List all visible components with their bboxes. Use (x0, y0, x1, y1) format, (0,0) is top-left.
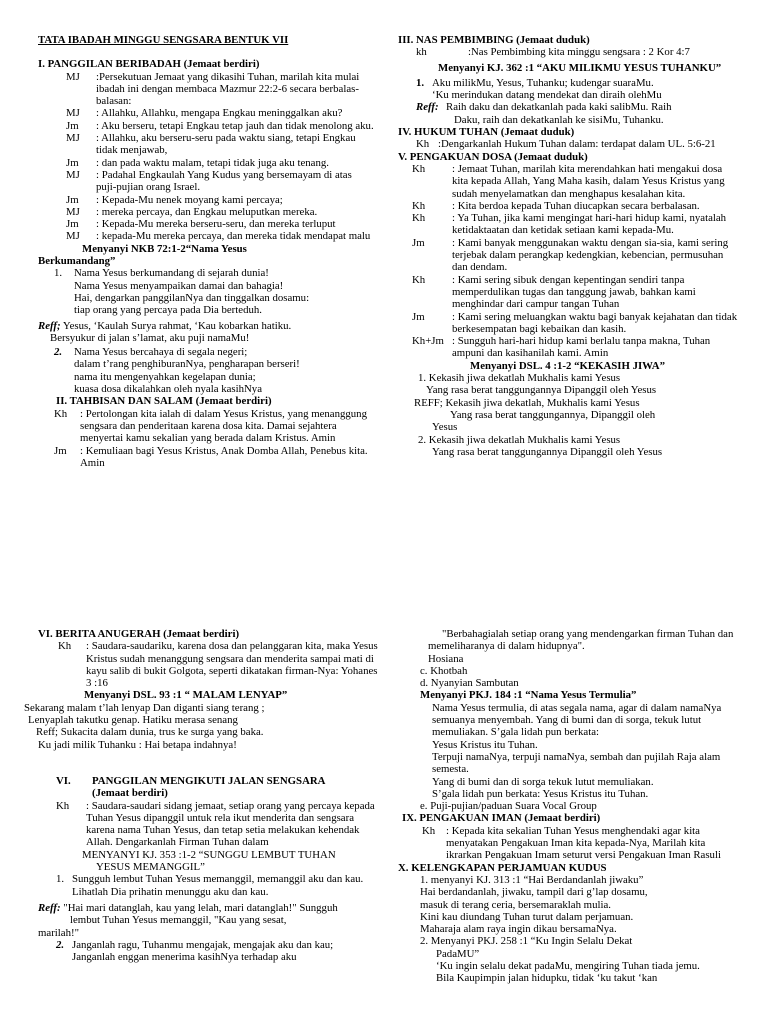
song-title-kj362: Menyanyi KJ. 362 :1 “AKU MILIKMU YESUS TUHANKU” (438, 61, 722, 74)
speaker-label: Jm (412, 310, 425, 323)
verse-line: 2. Kekasih jiwa dekatlah Mukhalis kami Yesus (418, 433, 621, 446)
lyric-line: Maharaja alam raya ingin dikau bersamaNya. (420, 923, 617, 936)
reading-line (66, 206, 374, 218)
reading-line (412, 163, 738, 200)
reading-line (412, 311, 738, 336)
reading-line (412, 274, 738, 311)
section-number: VI. (56, 774, 71, 787)
lyric-line: S’gala lidah pun berkata: Yesus Kristus itu Tuhan. (432, 787, 649, 800)
reading-line (66, 194, 374, 206)
nas-line (398, 46, 738, 58)
reading-text: : Kemuliaan bagi Yesus Kristus, Anak Domba Allah, Penebus kita. Amin (80, 444, 368, 469)
reading-text: : Jemaat Tuhan, marilah kita merendahkan hati mengakui dosa kita kepada Allah, Yang Maha kasih, dalam Yesus Kristus yang sudah menyelamatkan dan menghapus kesalahan kita. (452, 162, 725, 200)
speaker-label: kh (416, 46, 427, 59)
song-verse-1 (38, 873, 378, 898)
speaker-label: Jm (66, 119, 79, 132)
section-heading-hukum: IV. HUKUM TUHAN (Jemaat duduk) (398, 126, 575, 139)
responsive-reading (38, 71, 374, 243)
song-lyrics (24, 702, 378, 751)
lyric-line: Lenyaplah takutku genap. Hatiku merasa senang (28, 714, 238, 727)
verse-line: nama itu mengenyahkan kegelapan dunia; (74, 370, 256, 383)
reading-text: : Aku berseru, tetapi Engkau tetap jauh dan tidak menolong aku. (96, 119, 374, 132)
reff-label: Reff: (38, 901, 61, 914)
lyric-line: Sekarang malam t’lah lenyap Dan diganti siang terang ; (24, 701, 265, 714)
verse-number: 2. (54, 346, 63, 359)
reading-line (54, 408, 374, 445)
reff-line: "Hai mari datanglah, kau yang lelah, mari datanglah!" Sungguh (63, 901, 338, 914)
section-heading-tahbisan: II. TAHBISAN DAN SALAM (Jemaat berdiri) (56, 395, 272, 408)
speaker-label: Kh (56, 799, 70, 812)
lyric-line: Nama Yesus termulia, di atas segala nama, agar di dalam namaNya (432, 701, 722, 714)
song-lyrics (398, 886, 738, 935)
lyric-line: Kini kau diundang Tuhan turut dalam perjamuan. (420, 910, 634, 923)
verse-line: Yang rasa berat tanggungannya Dipanggil oleh Yesus (432, 445, 663, 458)
reading-line (412, 212, 738, 237)
verse-number: 1. (54, 267, 63, 280)
hosiana-text: Hosiana (428, 652, 464, 665)
song-title-dsl4: Menyanyi DSL. 4 :1-2 “KEKASIH JIWA” (470, 359, 665, 372)
lyric-line: Yesus Kristus itu Tuhan. (432, 738, 538, 751)
confession-reading (398, 163, 738, 360)
reading-text: : Ya Tuhan, jika kami mengingat hari-hari hidup kami, nyatalah ketidaktaatan dan ketidak setiaan kami kepada-Mu. (452, 212, 727, 237)
section-heading-pengakuan-dosa: V. PENGAKUAN DOSA (Jemaat duduk) (398, 150, 588, 163)
tahbisan-text (38, 408, 374, 469)
reading-line (66, 169, 374, 194)
speaker-label: MJ (66, 70, 80, 83)
song-title-nkb72-cont: Berkumandang” (38, 255, 116, 268)
section-heading-jalan-sengsara (38, 775, 378, 800)
reading-line (54, 445, 374, 470)
lyric-line: Hai berdandanlah, jiwaku, tampil dari g’lap dosamu, (420, 886, 648, 899)
reading-text: : Allahku, Allahku, mengapa Engkau meninggalkan aku? (96, 107, 343, 120)
reading-line (398, 825, 738, 862)
reading-line (412, 200, 738, 212)
lyric-line: ‘Ku ingin selalu dekat padaMu, mengiring Tuhan tiada jemu. (436, 960, 700, 973)
reading-line (38, 640, 378, 689)
song-title-kj353-cont: YESUS MEMANGGIL” (96, 861, 205, 874)
verse-text: Janganlah ragu, Tuhanmu mengajak, mengajak aku dan kau; (72, 938, 334, 951)
section-heading-pengakuan-iman: IX. PENGAKUAN IMAN (Jemaat berdiri) (402, 812, 601, 825)
speaker-label: MJ (66, 168, 80, 181)
reading-text: : Saudara-saudari sidang jemaat, setiap orang yang percaya kepada Tuhan Yesus dipanggil untuk rela ikut menderita dan sengsara karena nama Tuhan Yesus, dan tetap setia melakukan kehendak Allah. Dengarkanlah Firman Tuhan dalam (86, 799, 375, 849)
lyric-line: Ku jadi milik Tuhanku : Hai betapa indahnya! (38, 738, 237, 751)
speaker-label: Jm (66, 218, 79, 231)
reading-line (66, 120, 374, 132)
verse-text-cut: Janganlah enggan menerima kasihNya terhadap aku (72, 951, 297, 964)
reading-text: : Kepada-Mu nenek moyang kami percaya; (96, 193, 283, 206)
verse-line: kuasa dosa dikalahkan oleh nyala kasihNya (74, 383, 262, 396)
verse-number: 1. (416, 76, 425, 89)
speaker-label: Jm (66, 193, 79, 206)
speaker-label: Kh (412, 273, 426, 286)
reading-line (412, 335, 738, 360)
reading-text: : Sungguh hari-hari hidup kami berlalu tanpa makna, Tuhan ampuni dan kasihanilah kami. Amin (452, 335, 711, 360)
song-title-kj353: MENYANYI KJ. 353 :1-2 “SUNGGU LEMBUT TUHAN (82, 848, 336, 861)
speaker-label: Kh (412, 199, 426, 212)
column-bottom-right (398, 628, 738, 985)
reff-label: Reff: (416, 101, 439, 114)
song-reff (38, 902, 378, 939)
speaker-label: Jm (66, 156, 79, 169)
list-item-puji-pujian: e. Puji-pujian/paduan Suara Vocal Group (420, 800, 597, 813)
lyric-line: semuanya menyembah. Yang di bumi dan di sorga, tekuk lutut memuliakan. S’gala lidah pun berkata: (432, 714, 702, 739)
lyric-line: Reff; Sukacita dalam dunia, trus ke surga yang baka. (36, 726, 264, 739)
verse-line: Nama Yesus menyampaikan damai dan bahagia! (74, 279, 284, 292)
list-item-nyanyian: d. Nyanyian Sambutan (420, 677, 519, 690)
reff-line: Yesus (432, 421, 458, 434)
speaker-label: Kh (422, 824, 436, 837)
song-title-pkj184: Menyanyi PKJ. 184 :1 “Nama Yesus Termulia” (420, 689, 637, 702)
song-title-pkj258: 2. Menyanyi PKJ. 258 :1 “Ku Ingin Selalu Dekat (420, 935, 633, 948)
reading-text: : Kepada kita sekalian Tuhan Yesus menghendaki agar kita menyatakan Pengakuan Iman kita kepada-Nya, Marilah kita ikrarkan Pengakuan Imam seturut versi Pengakuan Iman Rasuli (446, 824, 721, 862)
song-lyrics (398, 702, 738, 800)
reff-line: Raih daku dan dekatkanlah pada kaki salibMu. Raih (446, 101, 672, 114)
verse-line: ‘Ku merindukan datang mendekat dan diraih olehMu (432, 89, 662, 102)
lyric-line: Bila Kaupimpin jalan hidupku, tidak ‘ku takut ‘kan (436, 972, 658, 985)
document-title: TATA IBADAH MINGGU SENGSARA BENTUK VII (38, 34, 289, 46)
reading-text: :Persekutuan Jemaat yang dikasihi Tuhan, marilah kita mulai ibadah ini dengan membaca Mazmur 22:2-6 secara berbalas-balasan: (96, 70, 360, 108)
reading-text: : Kita berdoa kepada Tuhan diucapkan secara berbalasan. (452, 199, 700, 212)
section-heading-perjamuan: X. KELENGKAPAN PERJAMUAN KUDUS (398, 861, 607, 874)
song-title-nkb72: Menyanyi NKB 72:1-2“Nama Yesus (82, 242, 247, 255)
reff-line: Yang rasa berat tanggungannya, Dipanggil oleh (450, 408, 656, 421)
reff-line: marilah!" (38, 926, 79, 939)
reading-line (66, 218, 374, 230)
reading-line (66, 107, 374, 119)
lyric-line: Terpuji namaNya, terpuji namaNya, sembah dan pujilah Raja alam semesta. (432, 750, 721, 776)
song-verse-2 (38, 346, 374, 395)
reading-line (66, 230, 374, 242)
song-title-pkj258-cont: PadaMU” (436, 947, 480, 960)
verse-line: 1. Kekasih jiwa dekatlah Mukhalis kami Yesus (418, 372, 621, 385)
reading-text: : dan pada waktu malam, tetapi tidak juga aku tenang. (96, 156, 329, 169)
song-reff (398, 101, 738, 126)
section-heading-berita-anugerah: VI. BERITA ANUGERAH (Jemaat berdiri) (38, 628, 240, 640)
song-reff (38, 320, 374, 345)
speaker-label: Kh (412, 162, 426, 175)
song-verse-1 (38, 267, 374, 316)
reff-label: Reff; (38, 319, 61, 332)
list-item-khotbah: c. Khotbah (420, 664, 468, 677)
reading-text: : Saudara-saudariku, karena dosa dan pelanggaran kita, maka Yesus Kristus sudah menanggung sengsara dan menderita sampai mati di kayu salib di bukit Golgota, seperti dikatakan firman-Nya: Yohanes 3 :16 (86, 640, 378, 690)
reading-line (398, 138, 738, 150)
speaker-label: MJ (66, 132, 80, 145)
section-heading-nas: III. NAS PEMBIMBING (Jemaat duduk) (398, 34, 590, 46)
nas-text: :Nas Pembimbing kita minggu sengsara : 2 Kor 4:7 (468, 46, 690, 59)
reading-line (66, 71, 374, 108)
speaker-label: Kh (416, 138, 430, 151)
heading-line: PANGGILAN MENGIKUTI JALAN SENGSARA (92, 774, 326, 787)
speaker-label: MJ (66, 230, 80, 243)
column-top-right (398, 34, 738, 458)
verse-number: 1. (56, 873, 65, 886)
verse-line: Nama Yesus bercahaya di segala negeri; (74, 346, 248, 359)
lyric-line: masuk di terang ceria, bersemaraklah mulia. (420, 898, 611, 911)
column-top-left (38, 34, 374, 469)
song-title-dsl93: Menyanyi DSL. 93 :1 “ MALAM LENYAP” (84, 689, 288, 702)
verse-text: Sungguh lembut Tuhan Yesus memanggil, memanggil aku dan kau. Lihatlah Dia prihatin menunggu aku dan kau. (72, 873, 364, 898)
reading-line (66, 157, 374, 169)
song-lyrics (398, 960, 738, 985)
reading-text: : Kami banyak menggunakan waktu dengan sia-sia, kami sering terjebak dalam perangkap kedengkian, kebencian, permusuhan dan dendam. (452, 236, 729, 274)
verse-number: 2. (56, 938, 65, 951)
lyric-line: Yang di bumi dan di sorga tekuk lutut memuliakan. (432, 775, 654, 788)
verse-line: tiap orang yang percaya pada Dia berteduh. (74, 304, 262, 317)
speaker-label: Kh (54, 407, 68, 420)
speaker-label: MJ (66, 107, 80, 120)
scripture-quote: "Berbahagialah setiap orang yang mendengarkan firman Tuhan dan memeliharanya di dalam hidupnya". (428, 628, 734, 653)
verse-line: dalam t’rang penghiburanNya, pengharapan berseri! (74, 358, 300, 371)
reading-text: : mereka percaya, dan Engkau meluputkan mereka. (96, 205, 318, 218)
verse-line: Yang rasa berat tanggungannya Dipanggil oleh Yesus (426, 384, 657, 397)
heading-line: (Jemaat berdiri) (92, 787, 168, 800)
song-verse-1 (398, 77, 738, 102)
reff-line: lembut Tuhan Yesus memanggil, "Kau yang sesat, (70, 914, 287, 927)
reading-text: : kepada-Mu mereka percaya, dan mereka tidak mendapat malu (96, 230, 371, 243)
reading-line (38, 800, 378, 849)
reff-line: Bersyukur di jalan s’lamat, aku puji namaMu! (50, 331, 250, 344)
reading-line (412, 237, 738, 274)
song-title-kj313: 1. menyanyi KJ. 313 :1 “Hai Berdandanlah jiwaku” (420, 873, 644, 886)
reff-line: Yesus, ‘Kaulah Surya rahmat, ‘Kau kobarkan hatiku. (62, 319, 292, 332)
section-heading-panggilan: I. PANGGILAN BERIBADAH (Jemaat berdiri) (38, 58, 260, 71)
verse-line: Nama Yesus berkumandang di sejarah dunia! (74, 267, 269, 280)
reff-line: REFF; Kekasih jiwa dekatlah, Mukhalis kami Yesus (414, 396, 640, 409)
reading-text: :Dengarkanlah Hukum Tuhan dalam: terdapat dalam UL. 5:6-21 (438, 138, 716, 151)
speaker-label: Kh+Jm (412, 335, 444, 348)
verse-line: Hai, dengarkan panggilanNya dan tinggalkan dosamu: (74, 291, 310, 304)
speaker-label: MJ (66, 205, 80, 218)
speaker-label: Jm (54, 444, 67, 457)
speaker-label: Kh (58, 640, 72, 653)
reading-text: : Kami sering sibuk dengan kepentingan sendiri tanpa memperdulikan tugas dan tanggung jawab, bahkan kami menghindar dari campur tangan Tuhan (452, 273, 696, 311)
speaker-label: Jm (412, 236, 425, 249)
column-bottom-left (24, 628, 378, 964)
reading-text: : Pertolongan kita ialah di dalam Yesus Kristus, yang menanggung sengsara dan penderitaan karena dosa kita. Damai sejahtera menyertai kamu sekalian yang berada dalam Kristus. Amin (80, 407, 367, 445)
verse-line: Aku milikMu, Yesus, Tuhanku; kudengar suaraMu. (432, 76, 654, 89)
reading-text: : Padahal Engkaulah Yang Kudus yang bersemayam di atas puji-pujian orang Israel. (96, 168, 352, 194)
reading-text: : Kami sering meluangkan waktu bagi banyak kejahatan dan tidak berkesempatan bagi kebaikan dan kasih. (452, 310, 738, 335)
reading-text: : Allahku, aku berseru-seru pada waktu siang, tetapi Engkau tidak menjawab, (96, 132, 356, 157)
reff-line: Daku, raih dan dekatkanlah ke sisiMu, Tuhanku. (454, 113, 664, 126)
song-verse-2 (38, 939, 378, 964)
reading-line (66, 132, 374, 157)
reading-text: : Kepada-Mu mereka berseru-seru, dan mereka terluput (96, 218, 336, 231)
speaker-label: Kh (412, 212, 426, 225)
